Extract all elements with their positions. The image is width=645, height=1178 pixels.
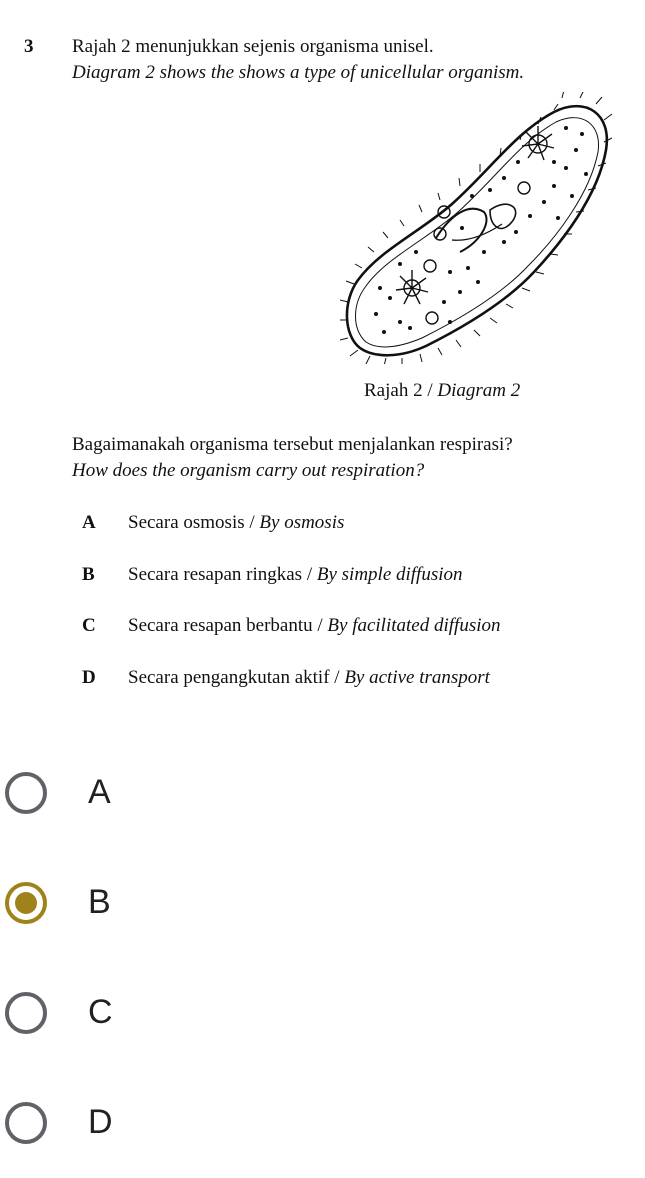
option-text-en: By simple diffusion xyxy=(316,564,463,585)
option-text-ms: Secara resapan berbantu / xyxy=(128,615,328,636)
option-letter: B xyxy=(82,564,95,585)
option-text xyxy=(128,615,501,637)
caption-ms: Rajah 2 / xyxy=(364,380,438,401)
paramecium-icon xyxy=(340,92,620,364)
option-text-ms: Secara resapan ringkas / xyxy=(128,564,317,585)
option-text-ms: Secara pengangkutan aktif / xyxy=(128,667,345,688)
choice-d-label: D xyxy=(88,1103,113,1141)
option-letter: D xyxy=(82,667,96,688)
question-text-ms: Rajah 2 menunjukkan sejenis organisma unisel. xyxy=(72,36,434,57)
radio-c[interactable] xyxy=(5,992,47,1034)
question-text-en: Diagram 2 shows the shows a type of unicellular organism. xyxy=(72,62,525,83)
option-text xyxy=(128,667,490,689)
option-letter: C xyxy=(82,615,96,636)
choice-c-label: C xyxy=(88,993,113,1031)
prompt-ms: Bagaimanakah organisma tersebut menjalankan respirasi? xyxy=(72,434,513,455)
option-text-ms: Secara osmosis / xyxy=(128,512,260,533)
option-text xyxy=(128,564,463,586)
radio-selected-dot xyxy=(15,892,37,914)
radio-a[interactable] xyxy=(5,772,47,814)
radio-b[interactable] xyxy=(5,882,47,924)
caption-en: Diagram 2 xyxy=(437,380,521,401)
radio-d[interactable] xyxy=(5,1102,47,1144)
choice-a[interactable] xyxy=(0,748,645,838)
question-number: 3 xyxy=(24,36,34,57)
option-text-en: By facilitated diffusion xyxy=(327,615,501,636)
figure-caption xyxy=(364,380,520,402)
prompt-en: How does the organism carry out respiration? xyxy=(72,460,425,481)
option-letter: A xyxy=(82,512,96,533)
option-text-en: By osmosis xyxy=(259,512,345,533)
choice-b-label: B xyxy=(88,883,111,921)
choice-a-label: A xyxy=(88,773,111,811)
choice-b[interactable] xyxy=(0,858,645,948)
choice-d[interactable] xyxy=(0,1078,645,1168)
option-text xyxy=(128,512,344,534)
option-text-en: By active transport xyxy=(344,667,490,688)
choice-c[interactable] xyxy=(0,968,645,1058)
